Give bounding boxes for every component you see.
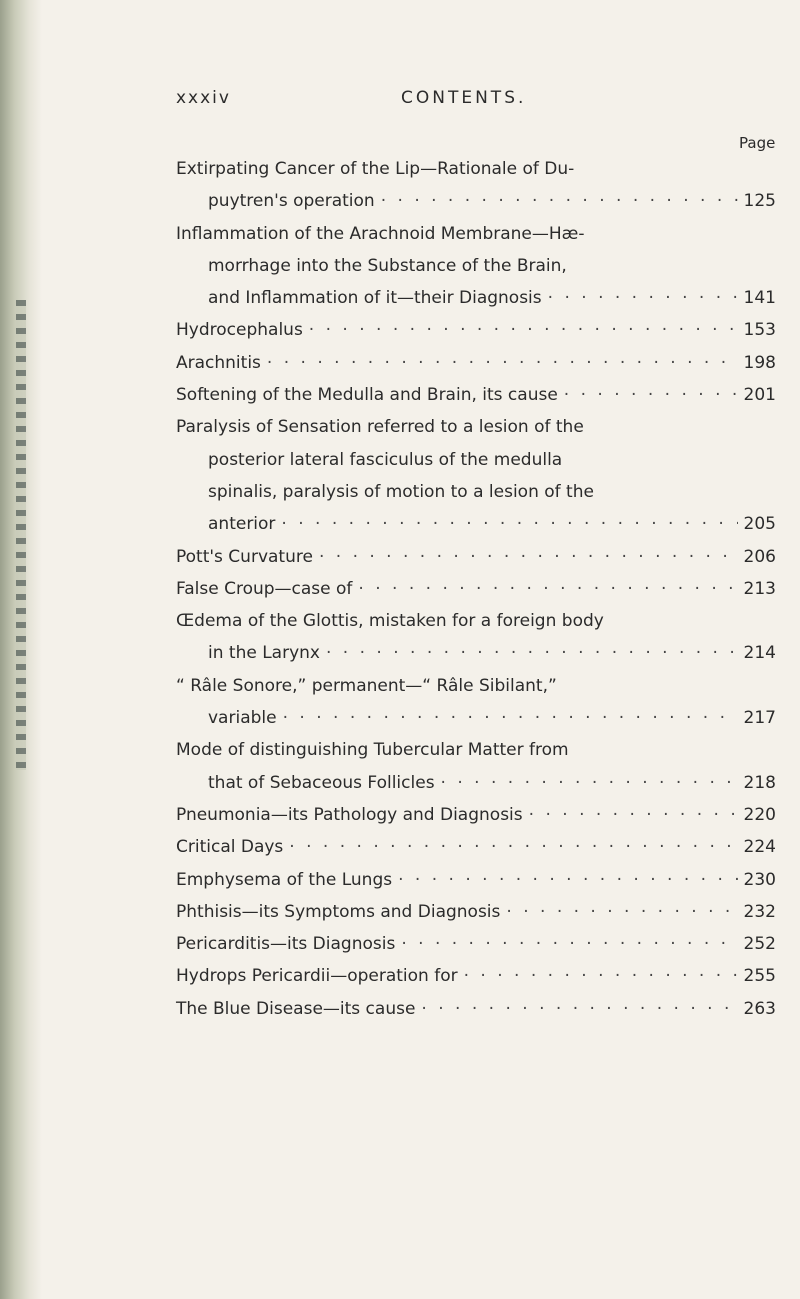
toc-entry-text: Softening of the Medulla and Brain, its cause <box>176 385 558 406</box>
toc-page-number: 263 <box>743 998 776 1019</box>
toc-entry <box>176 153 776 218</box>
toc-entry-last-line <box>176 767 776 799</box>
toc-entry-text: Pericarditis—its Diagnosis <box>176 934 396 955</box>
toc-entry-last-line <box>176 993 776 1025</box>
toc-entry <box>176 573 776 605</box>
toc-page-number: 201 <box>743 385 776 406</box>
dot-leader <box>267 347 738 379</box>
toc-entry <box>176 831 776 863</box>
toc-entry <box>176 314 776 346</box>
toc-entry-text: Hydrocephalus <box>176 320 303 341</box>
toc-entry <box>176 670 776 735</box>
toc-page-number: 125 <box>743 191 776 212</box>
toc-entry-text: Œdema of the Glottis, mistaken for a foreign body <box>176 611 604 632</box>
toc-entry-text: variable <box>208 708 277 729</box>
toc-entry-text: posterior lateral fasciculus of the medulla <box>208 449 563 470</box>
toc-page-number: 255 <box>743 966 776 987</box>
toc-entry-last-line <box>176 896 776 928</box>
toc-page-number: 217 <box>743 708 776 729</box>
toc-page-number: 224 <box>743 837 776 858</box>
toc-entry-last-line <box>176 573 776 605</box>
dot-leader <box>319 541 738 573</box>
toc-entry-last-line <box>176 831 776 863</box>
toc-entry-text: Pott's Curvature <box>176 546 313 567</box>
toc-entry <box>176 411 776 540</box>
dot-leader <box>283 702 738 734</box>
toc-entry-text: Inflammation of the Arachnoid Membrane—Hæ- <box>176 223 585 244</box>
toc-entry-last-line <box>176 637 776 669</box>
toc-entry-text: morrhage into the Substance of the Brain, <box>208 255 567 276</box>
dot-leader <box>358 573 737 605</box>
toc-entry <box>176 864 776 896</box>
toc-entry-text: in the Larynx <box>208 643 320 664</box>
toc-entry <box>176 605 776 670</box>
toc-page-number: 198 <box>743 352 776 373</box>
toc-entry-text: Pneumonia—its Pathology and Diagnosis <box>176 804 523 825</box>
page-column-label: Page <box>739 134 776 152</box>
toc-entry-text: False Croup—case of <box>176 578 353 599</box>
dot-leader <box>398 864 737 896</box>
dot-leader <box>421 993 737 1025</box>
toc-page-number: 232 <box>743 901 776 922</box>
toc-entry-text: Paralysis of Sensation referred to a lesion of the <box>176 417 584 438</box>
toc-entry-last-line <box>176 960 776 992</box>
toc-entry-text: puytren's operation <box>208 191 375 212</box>
toc-entry-last-line <box>176 185 776 217</box>
dot-leader <box>309 314 738 346</box>
toc-page-number: 153 <box>743 320 776 341</box>
toc-entry-text: and Inflammation of it—their Diagnosis <box>208 288 542 309</box>
toc-entry <box>176 960 776 992</box>
dot-leader <box>506 896 737 928</box>
page-title: CONTENTS. <box>401 88 527 108</box>
toc-page-number: 213 <box>743 578 776 599</box>
dot-leader <box>529 799 738 831</box>
toc-entry <box>176 347 776 379</box>
toc-entry-text: Emphysema of the Lungs <box>176 869 393 890</box>
dot-leader <box>381 185 738 217</box>
book-binding-edge <box>0 0 42 1299</box>
toc-entry-text: The Blue Disease—its cause <box>176 998 416 1019</box>
toc-page-number: 218 <box>743 772 776 793</box>
toc-entry <box>176 734 776 799</box>
toc-entry-text: Critical Days <box>176 837 284 858</box>
toc-entry <box>176 379 776 411</box>
toc-entry-last-line <box>176 541 776 573</box>
toc-entry-last-line <box>176 379 776 411</box>
toc-entry <box>176 993 776 1025</box>
toc-page-number: 220 <box>743 804 776 825</box>
dot-leader <box>326 637 738 669</box>
toc-entry-last-line <box>176 702 776 734</box>
toc-page-number: 206 <box>743 546 776 567</box>
toc-entry-text: Arachnitis <box>176 352 261 373</box>
toc-page-number: 252 <box>743 934 776 955</box>
toc-entry-text: “ Râle Sonore,” permanent—“ Râle Sibilant,” <box>176 675 557 696</box>
toc-entry-last-line <box>176 314 776 346</box>
toc-entry-text: Extirpating Cancer of the Lip—Rationale of Du- <box>176 159 575 179</box>
toc-entry <box>176 928 776 960</box>
dot-leader <box>564 379 738 411</box>
dot-leader <box>289 831 737 863</box>
page-folio: xxxiv <box>176 88 231 108</box>
toc-entry-text: anterior <box>208 514 276 535</box>
toc-entry-text: spinalis, paralysis of motion to a lesion of the <box>208 481 594 502</box>
toc-page-number: 141 <box>743 288 776 309</box>
toc-page-number: 230 <box>743 869 776 890</box>
toc-entry <box>176 799 776 831</box>
toc-entry-last-line <box>176 282 776 314</box>
toc-entry-text: Mode of distinguishing Tubercular Matter from <box>176 740 569 761</box>
toc-entry-text: Hydrops Pericardii—operation for <box>176 966 458 987</box>
dot-leader <box>401 928 737 960</box>
toc-entry-last-line <box>176 799 776 831</box>
toc-entry-last-line <box>176 864 776 896</box>
toc-entry-text: that of Sebaceous Follicles <box>208 772 435 793</box>
toc-entry <box>176 218 776 315</box>
toc-entry-last-line <box>176 508 776 540</box>
dot-leader <box>441 767 738 799</box>
dot-leader <box>464 960 738 992</box>
table-of-contents <box>176 153 776 1025</box>
toc-page-number: 205 <box>743 514 776 535</box>
toc-entry <box>176 541 776 573</box>
toc-entry-text: Phthisis—its Symptoms and Diagnosis <box>176 901 501 922</box>
dot-leader <box>548 282 738 314</box>
toc-page-number: 214 <box>743 643 776 664</box>
binding-stitching <box>16 300 26 770</box>
dot-leader <box>281 508 737 540</box>
toc-entry <box>176 896 776 928</box>
toc-entry-last-line <box>176 347 776 379</box>
toc-entry-last-line <box>176 928 776 960</box>
